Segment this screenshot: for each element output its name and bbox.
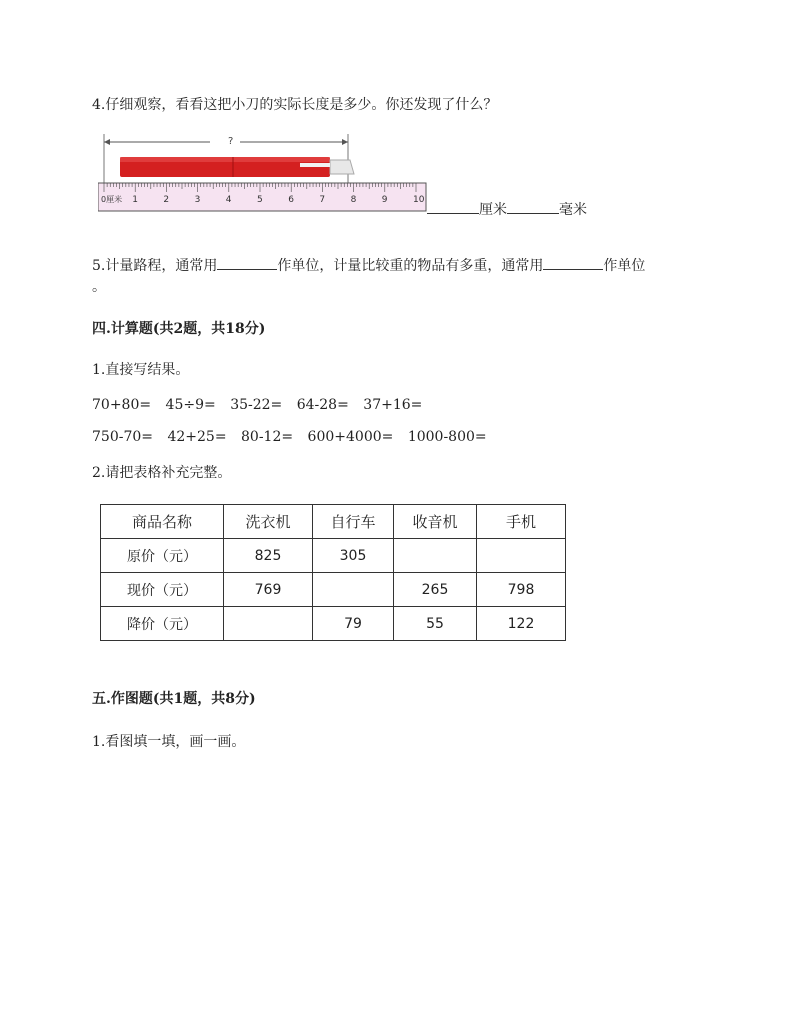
ruler-tick-label: 2 bbox=[163, 195, 170, 205]
ruler-tick-label: 7 bbox=[319, 195, 326, 205]
knife-ruler-figure bbox=[98, 128, 428, 213]
ruler-tick-label: 1 bbox=[132, 195, 138, 205]
arrow-right-icon bbox=[342, 139, 348, 145]
table-cell: 降价（元） bbox=[101, 607, 224, 641]
table-header-cell: 收音机 bbox=[394, 505, 477, 539]
arith-item: 70+80= bbox=[92, 397, 152, 413]
mm-blank[interactable] bbox=[507, 199, 559, 214]
table-cell: 79 bbox=[313, 607, 394, 641]
arith-item: 750-70= bbox=[92, 429, 153, 445]
table-header-cell: 自行车 bbox=[313, 505, 394, 539]
table-cell: 825 bbox=[224, 539, 313, 573]
arith-row-2 bbox=[92, 429, 497, 445]
knife-ruler-illustration bbox=[98, 128, 428, 213]
table-cell-blank[interactable] bbox=[313, 573, 394, 607]
section-4-q1: 1.直接写结果。 bbox=[92, 362, 190, 378]
table-cell: 305 bbox=[313, 539, 394, 573]
table-cell-blank[interactable] bbox=[224, 607, 313, 641]
section-5-title: 五.作图题(共1题，共8分) bbox=[92, 691, 256, 707]
arith-item: 64-28= bbox=[296, 397, 349, 413]
ruler-tick-label: 9 bbox=[381, 195, 388, 205]
unit-mm: 毫米 bbox=[559, 202, 587, 218]
table-header-cell: 洗衣机 bbox=[224, 505, 313, 539]
table-cell-blank[interactable] bbox=[477, 539, 566, 573]
table-header-cell: 手机 bbox=[477, 505, 566, 539]
price-table bbox=[100, 504, 566, 641]
table-cell: 现价（元） bbox=[101, 573, 224, 607]
table-cell: 798 bbox=[477, 573, 566, 607]
arith-row-1 bbox=[92, 397, 432, 413]
knife-slider bbox=[300, 163, 330, 167]
ruler-tick-label: 4 bbox=[225, 195, 232, 205]
ruler-tick-label: 3 bbox=[194, 195, 201, 205]
arith-item: 80-12= bbox=[241, 429, 294, 445]
ruler-tick-label: 10 bbox=[413, 195, 425, 205]
table-row bbox=[101, 607, 566, 641]
knife-blade bbox=[330, 160, 354, 174]
table-cell: 769 bbox=[224, 573, 313, 607]
arith-item: 600+4000= bbox=[307, 429, 394, 445]
arith-item: 35-22= bbox=[230, 397, 283, 413]
section-4-title: 四.计算题(共2题，共18分) bbox=[92, 321, 266, 337]
question-mark: ? bbox=[228, 136, 234, 147]
cm-blank[interactable] bbox=[427, 199, 479, 214]
q5-period: 。 bbox=[92, 279, 106, 295]
table-header-cell: 商品名称 bbox=[101, 505, 224, 539]
table-cell: 122 bbox=[477, 607, 566, 641]
q5-blank-2[interactable] bbox=[543, 255, 603, 270]
ruler-tick-label: 8 bbox=[350, 195, 357, 205]
q5-text-a: 5.计量路程，通常用 bbox=[92, 258, 218, 274]
table-cell: 265 bbox=[394, 573, 477, 607]
question-5-line bbox=[92, 255, 645, 275]
table-cell: 原价（元） bbox=[101, 539, 224, 573]
arrow-left-icon bbox=[104, 139, 110, 145]
unit-cm: 厘米 bbox=[479, 202, 507, 218]
arith-item: 1000-800= bbox=[407, 429, 487, 445]
q5-text-c: 作单位 bbox=[603, 258, 646, 274]
answer-line-q4 bbox=[427, 199, 587, 219]
table-header-row bbox=[101, 505, 566, 539]
ruler-tick-label: 6 bbox=[288, 195, 294, 205]
section-5-q1: 1.看图填一填，画一画。 bbox=[92, 734, 246, 750]
q5-blank-1[interactable] bbox=[217, 255, 277, 270]
arith-item: 42+25= bbox=[167, 429, 227, 445]
table-row bbox=[101, 573, 566, 607]
table-cell: 55 bbox=[394, 607, 477, 641]
q5-text-b: 作单位，计量比较重的物品有多重，通常用 bbox=[277, 258, 544, 274]
ruler-unit-label: 0厘米 bbox=[101, 195, 123, 204]
arith-item: 45÷9= bbox=[165, 397, 216, 413]
section-4-q2: 2.请把表格补充完整。 bbox=[92, 465, 232, 481]
knife-highlight bbox=[120, 157, 330, 162]
table-row bbox=[101, 539, 566, 573]
ruler-tick-label: 5 bbox=[257, 195, 263, 205]
question-4-text: 4.仔细观察，看看这把小刀的实际长度是多少。你还发现了什么？ bbox=[92, 97, 498, 113]
table-cell-blank[interactable] bbox=[394, 539, 477, 573]
arith-item: 37+16= bbox=[363, 397, 423, 413]
